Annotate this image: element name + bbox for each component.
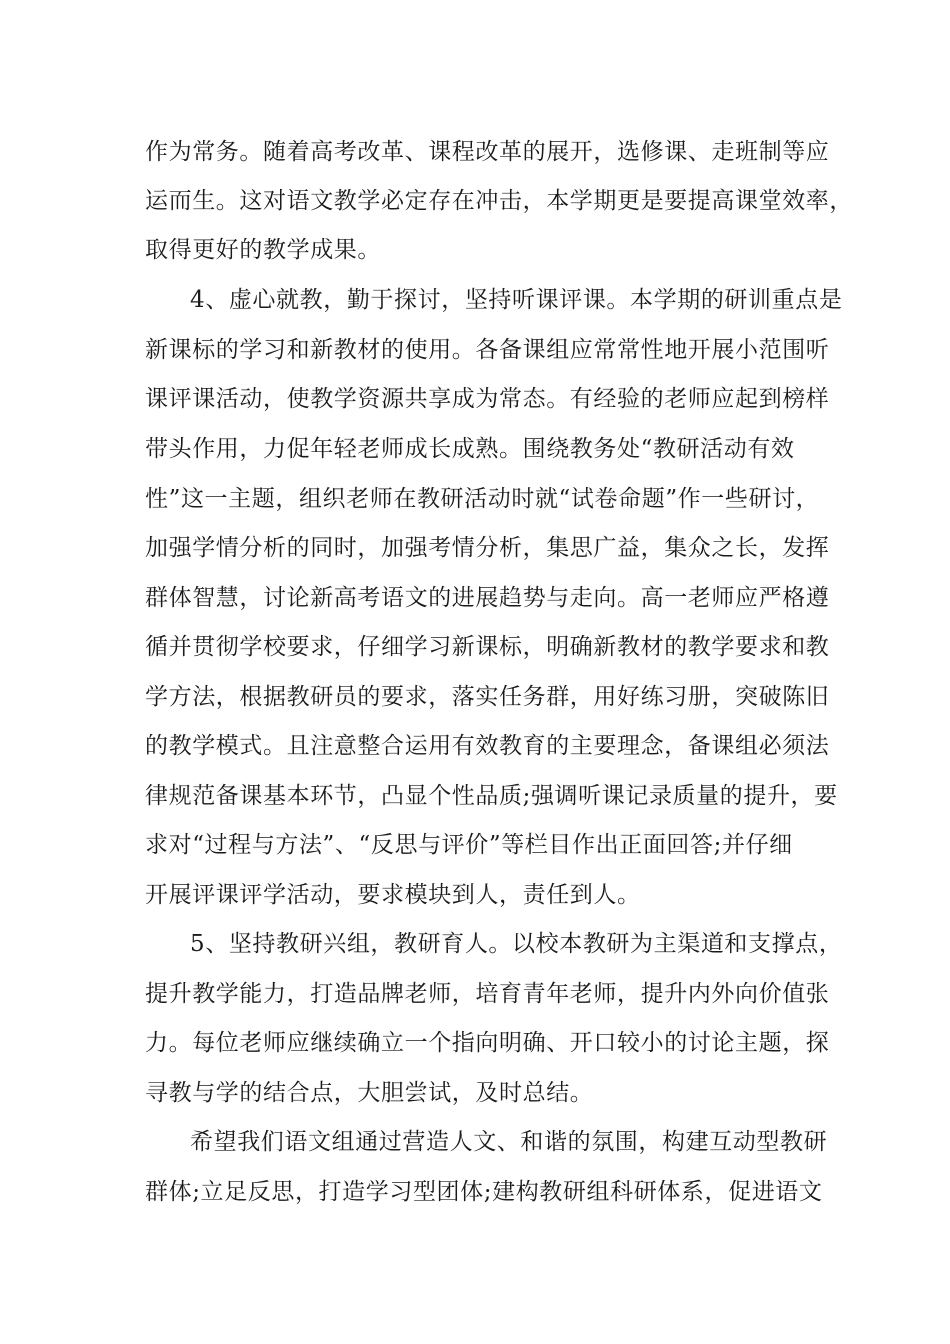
text-line: 群体智慧，讨论新高考语文的进展趋势与走向。高一老师应严格遵 (145, 585, 830, 611)
text-line: 运而生。这对语文教学必定存在冲击，本学期更是要提高课堂效率， (145, 188, 853, 214)
paragraph-first-line: 4、虚心就教，勤于探讨，坚持听课评课。本学期的研训重点是 (190, 287, 843, 313)
text-line: 力。每位老师应继续确立一个指向明确、开口较小的讨论主题，探 (145, 1030, 830, 1056)
text-line: 提升教学能力，打造品牌老师，培育青年老师，提升内外向价值张 (145, 981, 830, 1007)
text-line: 群体;立足反思，打造学习型团体;建构教研组科研体系，促进语文 (145, 1179, 823, 1205)
text-line: 性”这一主题，组织老师在教研活动时就“试卷命题”作一些研讨， (145, 486, 820, 512)
text-line: 循并贯彻学校要求，仔细学习新课标，明确新教材的教学要求和教 (145, 634, 830, 660)
text-line: 求对“过程与方法”、“反思与评价”等栏目作出正面回答;并仔细 (145, 832, 793, 858)
text-line: 学方法，根据教研员的要求，落实任务群，用好练习册，突破陈旧 (145, 684, 830, 710)
text-line: 作为常务。随着高考改革、课程改革的展开，选修课、走班制等应 (145, 139, 830, 165)
text-line: 取得更好的教学成果。 (145, 237, 381, 263)
text-line: 课评课活动，使教学资源共享成为常态。有经验的老师应起到榜样 (145, 386, 830, 412)
text-line: 加强学情分析的同时，加强考情分析，集思广益，集众之长，发挥 (145, 535, 830, 561)
paragraph-first-line: 希望我们语文组通过营造人文、和谐的氛围，构建互动型教研 (190, 1129, 828, 1155)
text-line: 律规范备课基本环节，凸显个性品质;强调听课记录质量的提升，要 (145, 783, 838, 809)
text-line: 新课标的学习和新教材的使用。各备课组应常常性地开展小范围听 (145, 337, 830, 363)
text-line: 带头作用，力促年轻老师成长成熟。围绕教务处“教研活动有效 (145, 436, 795, 462)
text-line: 的教学模式。且注意整合运用有效教育的主要理念，备课组必须法 (145, 733, 830, 759)
text-line: 开展评课评学活动，要求模块到人，责任到人。 (145, 882, 641, 908)
text-line: 寻教与学的结合点，大胆尝试，及时总结。 (145, 1080, 594, 1106)
paragraph-first-line: 5、坚持教研兴组，教研育人。以校本教研为主渠道和支撑点， (190, 931, 843, 957)
